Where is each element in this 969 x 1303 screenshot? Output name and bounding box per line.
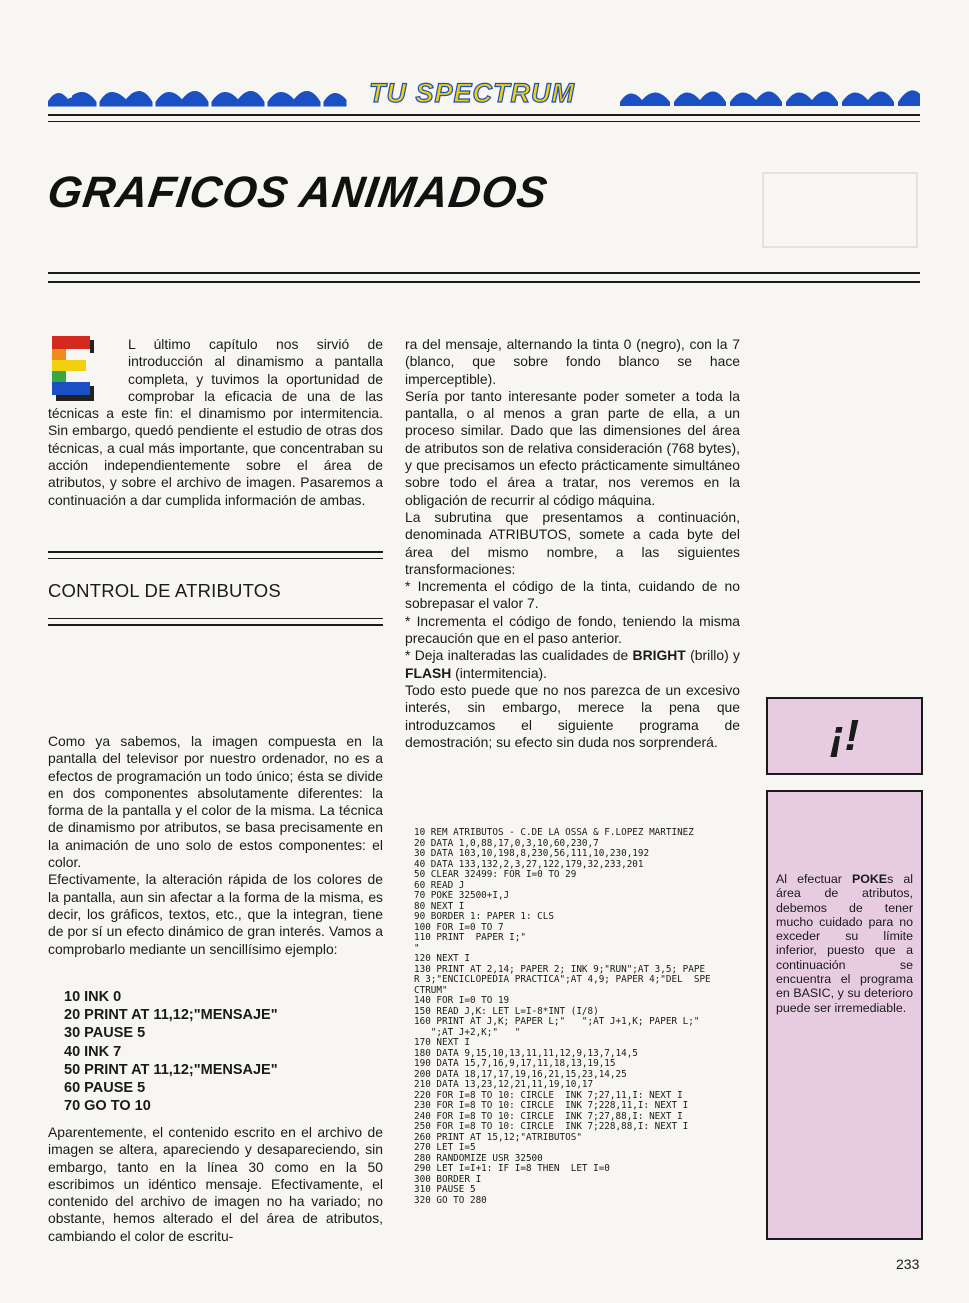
header-rule-top bbox=[48, 114, 920, 116]
bullet-text: (intermitencia). bbox=[451, 664, 548, 681]
code-line: 50 PRINT AT 11,12;"MENSAJE" bbox=[64, 1061, 278, 1078]
body-col1-end bbox=[48, 1124, 383, 1245]
sidebar-note-box bbox=[766, 790, 923, 1240]
flash-keyword: FLASH bbox=[405, 664, 452, 681]
bullet: * Incrementa el código de fondo, teniendo la misma precaución que en el paso anterior. bbox=[405, 612, 740, 647]
section-heading: CONTROL DE ATRIBUTOS bbox=[48, 580, 281, 601]
paragraph: ra del mensaje, alternando la tinta 0 (negro), con la 7 (blanco, que sobre fondo blanco se hace imperceptible). bbox=[405, 336, 740, 387]
poke-keyword: POKE bbox=[851, 872, 888, 886]
intro-text: L último capítulo nos sirvió de introducción al dinamismo a pantalla completa, y tuvimos la oportunidad de comprobar la eficacia de una de las técnicas a este fin: el dinamismo por intermitencia. Sin embargo, quedó pendiente el estudio de otras dos técnicas, a cual más importante, que concentraban su acción independientemente sobre el área de atributos, y sobre el archivo de imagen. Pasaremos a continuación a dar cumplida información de ambas. bbox=[48, 336, 383, 508]
sidebar-label: ¡! bbox=[829, 711, 860, 760]
section-rule-3 bbox=[48, 618, 383, 619]
article-title: GRAFICOS ANIMADOS bbox=[44, 168, 551, 217]
code-line: 10 INK 0 bbox=[64, 989, 122, 1005]
header-rule-bottom bbox=[48, 121, 920, 122]
sidebar-note bbox=[768, 792, 921, 1015]
bullet bbox=[405, 647, 740, 682]
code-line: 20 PRINT AT 11,12;"MENSAJE" bbox=[64, 1007, 278, 1024]
brand-logo: TU SPECTRUM bbox=[369, 78, 575, 108]
paragraph: Todo esto puede que no nos parezca de un excesivo interés, sin embargo, merece la pena que introduzcamos el siguiente programa de demostración; su efecto sin duda nos sorprenderá. bbox=[405, 681, 740, 750]
code-line: 40 INK 7 bbox=[64, 1043, 122, 1060]
bullet-text: * Deja inalteradas las cualidades de bbox=[405, 647, 633, 664]
body-col1 bbox=[48, 733, 383, 958]
program-listing: 10 REM ATRIBUTOS - C.DE LA OSSA & F.LOPEZ MARTINEZ 20 DATA 1,0,88,17,0,3,10,60,230,7 30 DATA 103,10,198,8,230,56,111,10,230,192 40 DATA 133,132,2,3,27,122,179,32,233,201 50 CLEAR 32499: FOR I=0 TO 29 60 READ J 70 POKE 32500+I,J 80 NEXT I 90 BORDER 1: PAPER 1: CLS 100 FOR I=0 TO 7 110 PRINT PAPER I;" " 120 NEXT I 130 PRINT AT 2,14; PAPER 2; INK 9;"RUN";AT 3,5; PAPE R 3;"ENCICLOPEDIA PRACTICA";AT 4,9; PAPER 4;"DEL SPE CTRUM" 140 FOR I=0 TO 19 150 READ J,K: LET L=I-8*INT (I/8) 160 PRINT AT J,K; PAPER L;" ";AT J+1,K; PAPER L;" ";AT J+2,K;" " 170 NEXT I 180 DATA 9,15,10,13,11,11,12,9,13,7,14,5 190 DATA 15,7,16,9,17,11,18,13,19,15 200 DATA 18,17,17,19,16,21,15,23,14,25 210 DATA 13,23,12,21,11,19,10,17 220 FOR I=8 TO 10: CIRCLE INK 7;27,11,I: NEXT I 230 FOR I=8 TO 10: CIRCLE INK 7;228,11,I: NEXT I 240 FOR I=8 TO 10: CIRCLE INK 7;27,88,I: NEXT I 250 FOR I=8 TO 10: CIRCLE INK 7;228,88,I: NEXT I 260 PRINT AT 15,12;"ATRIBUTOS" 270 LET I=5 280 RANDOMIZE USR 32500 290 LET I=I+1: IF I=8 THEN LET I=0 300 BORDER I 310 PAUSE 5 320 GO TO 280 bbox=[414, 827, 711, 1206]
body-col2 bbox=[405, 336, 740, 751]
bullet-text: (brillo) y bbox=[685, 647, 740, 664]
sidebar-header-box bbox=[766, 697, 923, 775]
note-text: s al área de atributos, debemos de tener mucho cuidado para no exceder su límite inferior, puesto que a continuación se encuentra el programa en BASIC, y su deterioro puede ser irremediable. bbox=[776, 872, 913, 1015]
invader-border-right bbox=[620, 80, 920, 108]
title-rule-top bbox=[48, 272, 920, 274]
bright-keyword: BRIGHT bbox=[632, 647, 686, 664]
paragraph: Aparentemente, el contenido escrito en el archivo de imagen se altera, apareciendo y desapareciendo, sin embargo, tanto en la línea 30 como en la 50 escribimos un idéntico mensaje. Efectivamente, el contenido del archivo de imagen no ha variado; no obstante, hemos alterado el del área de atributos, cambiando el color de escritu- bbox=[48, 1124, 383, 1244]
title-rule-bottom bbox=[48, 281, 920, 283]
paragraph: Como ya sabemos, la imagen compuesta en la pantalla del televisor por nuestro ordenador, no es a efectos de programación un todo único; ésta se divide en dos componentes absolutamente diferentes: la forma de la pantalla y el color de la misma. La técnica de dinamismo por atributos, se basa precisamente en la animación de uno solo de estos componentes: el color. bbox=[48, 733, 383, 871]
drop-cap-space bbox=[48, 336, 128, 404]
paragraph: La subrutina que presentamos a continuación, denominada ATRIBUTOS, somete a cada byte del área del mismo nombre, a las siguientes transformaciones: bbox=[405, 508, 740, 577]
paragraph: Sería por tanto interesante poder someter a toda la pantalla, o al menos a gran parte de ella, a un proceso similar. Dado que las dimensiones del área de atributos son de relativa consideración (768 bytes), y que precisamos un efecto prácticamente simultáneo sobre todo el área a tratar, nos veremos en la obligación de recurrir al código máquina. bbox=[405, 387, 740, 508]
section-rule-2 bbox=[48, 558, 383, 559]
intro-paragraph bbox=[48, 336, 383, 509]
bullet: * Incrementa el código de la tinta, cuidando de no sobrepasar el valor 7. bbox=[405, 578, 740, 612]
invader-border-left bbox=[48, 80, 348, 108]
code-line: 60 PAUSE 5 bbox=[64, 1080, 146, 1097]
section-rule-1 bbox=[48, 551, 383, 553]
note-text: Al efectuar bbox=[776, 872, 852, 886]
show-through-box bbox=[762, 172, 918, 248]
paragraph: Efectivamente, la alteración rápida de los colores de la pantalla, aun sin afectar a la forma de la misma, es decir, los gráficos, textos, etc., que la integran, tiene de por sí un efecto dinámico de gran interés. Vamos a comprobarlo mediante un sencillísimo ejemplo: bbox=[48, 871, 383, 957]
code-line: 70 GO TO 10 bbox=[64, 1098, 151, 1115]
basic-example-listing bbox=[64, 988, 278, 1115]
page-number: 233 bbox=[896, 1256, 920, 1272]
code-line: 30 PAUSE 5 bbox=[64, 1025, 146, 1042]
section-rule-4 bbox=[48, 624, 383, 626]
